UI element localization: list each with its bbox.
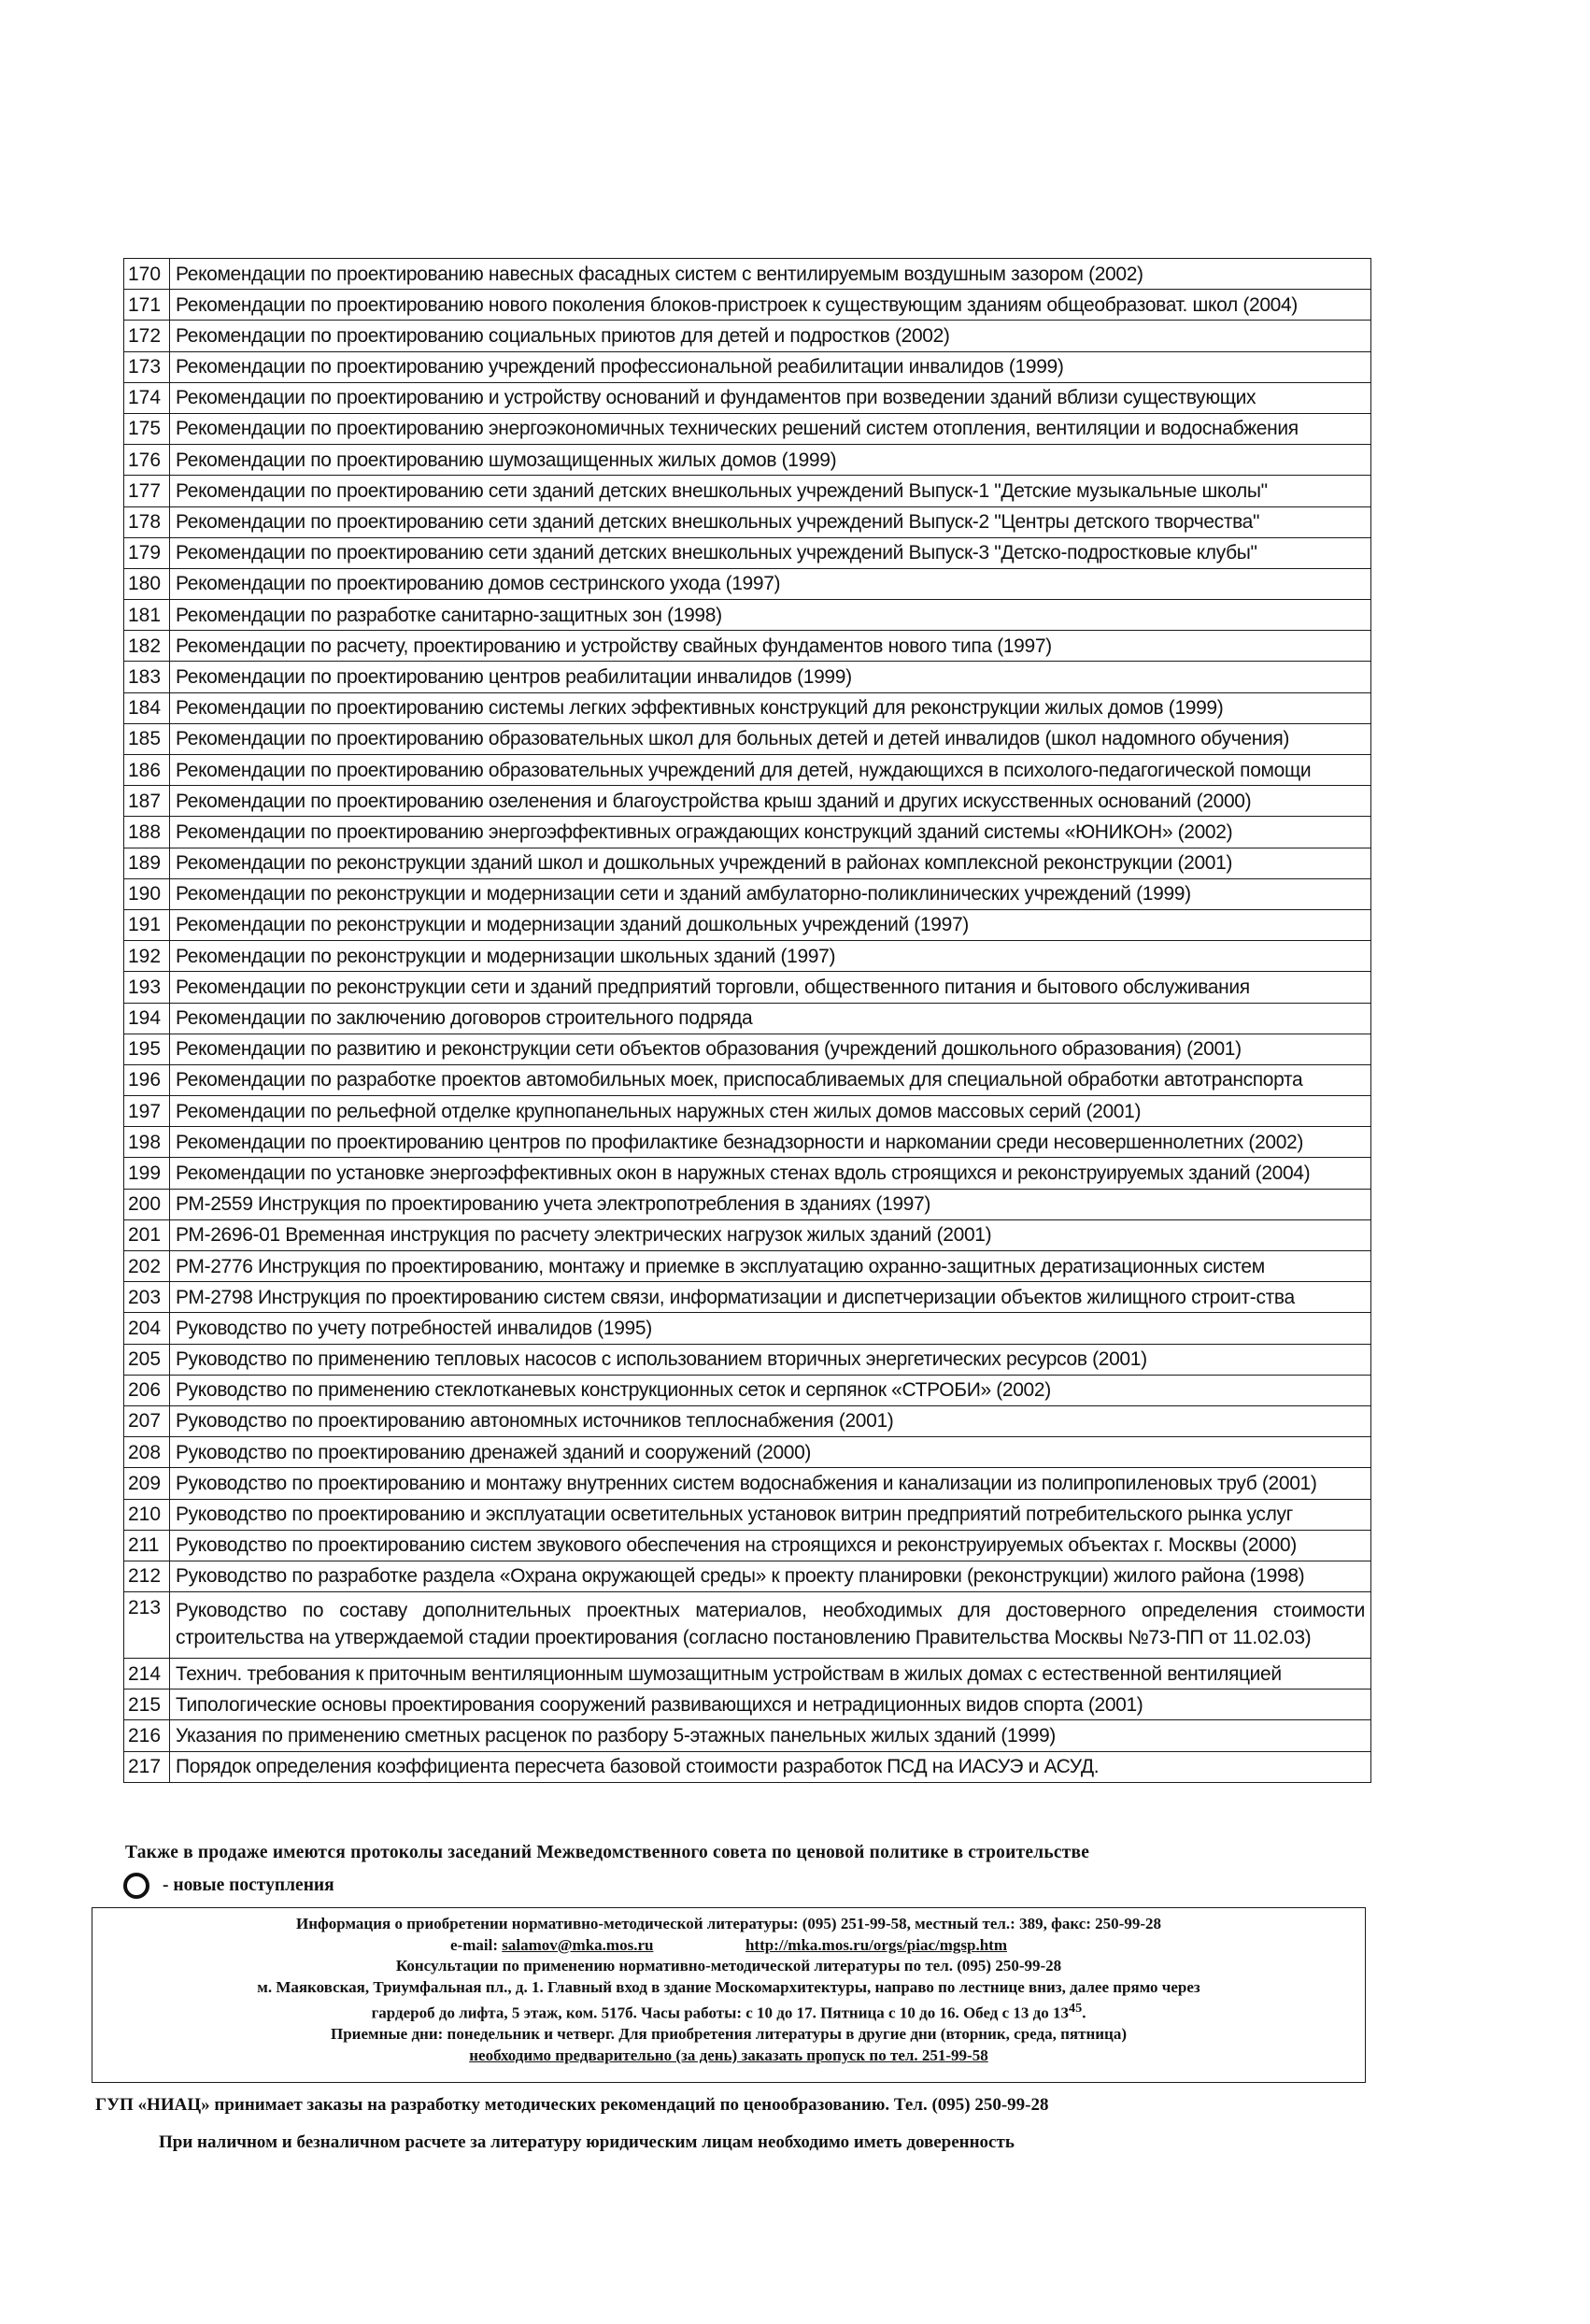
literature-catalog-table — [123, 258, 1371, 1783]
row-number: 197 — [124, 1096, 170, 1127]
document-title: Рекомендации по проектированию озеленения и благоустройства крыш зданий и других искусственных оснований (2000) — [170, 786, 1371, 817]
table-row — [124, 941, 1371, 972]
row-number: 170 — [124, 259, 170, 290]
table-row — [124, 259, 1371, 290]
table-row — [124, 1561, 1371, 1591]
table-row — [124, 1064, 1371, 1095]
table-row — [124, 568, 1371, 599]
row-number: 214 — [124, 1659, 170, 1690]
table-row — [124, 1499, 1371, 1530]
row-number: 188 — [124, 817, 170, 848]
document-title: Руководство по учету потребностей инвалидов (1995) — [170, 1313, 1371, 1344]
document-title: Порядок определения коэффициента пересчета базовой стоимости разработок ПСД на ИАСУЭ и АСУД. — [170, 1751, 1371, 1782]
table-row — [124, 972, 1371, 1003]
email-label: e-mail: — [450, 1935, 498, 1954]
order-notice: ГУП «НИАЦ» принимает заказы на разработку методических рекомендаций по ценообразованию. Тел. (095) 250-99-28 — [95, 2095, 1049, 2115]
table-row — [124, 600, 1371, 631]
table-row — [124, 631, 1371, 662]
row-number: 207 — [124, 1405, 170, 1436]
row-number: 183 — [124, 662, 170, 692]
table-row — [124, 909, 1371, 940]
document-title: Руководство по проектированию систем звукового обеспечения на строящихся и реконструируемых объектах г. Москвы (2000) — [170, 1530, 1371, 1561]
table-row — [124, 817, 1371, 848]
table-row — [124, 1690, 1371, 1720]
document-title: Рекомендации по реконструкции и модернизации школьных зданий (1997) — [170, 941, 1371, 972]
document-title: Рекомендации по проектированию учреждений профессиональной реабилитации инвалидов (1999) — [170, 351, 1371, 382]
document-title: Рекомендации по заключению договоров строительного подряда — [170, 1003, 1371, 1034]
row-number: 206 — [124, 1375, 170, 1405]
table-row — [124, 445, 1371, 476]
document-title: Рекомендации по проектированию системы легких эффективных конструкций для реконструкции жилых домов (1999) — [170, 692, 1371, 723]
document-title: Технич. требования к приточным вентиляционным шумозащитным устройствам в жилых домах с естественной вентиляцией — [170, 1659, 1371, 1690]
document-title: Рекомендации по проектированию энергоэкономичных технических решений систем отопления, вентиляции и водоснабжения — [170, 413, 1371, 444]
document-title: Рекомендации по проектированию сети зданий детских внешкольных учреждений Выпуск-1 "Детские музыкальные школы" — [170, 476, 1371, 506]
document-title: РМ-2776 Инструкция по проектированию, монтажу и приемке в эксплуатацию охранно-защитных дератизационных систем — [170, 1251, 1371, 1282]
row-number: 180 — [124, 568, 170, 599]
document-title: Рекомендации по проектированию нового поколения блоков-пристроек к существующим зданиям общеобразоват. школ (2004) — [170, 290, 1371, 321]
row-number: 185 — [124, 723, 170, 754]
info-phone-line: Информация о приобретении нормативно-методической литературы: (095) 251-99-58, местный тел.: 389, факс: 250-99-28 — [295, 1915, 1161, 1932]
row-number: 179 — [124, 537, 170, 568]
website-link[interactable]: http://mka.mos.ru/orgs/piac/mgsp.htm — [745, 1935, 1007, 1954]
info-contacts-line — [92, 1935, 1365, 1957]
info-address-line: м. Маяковская, Триумфальная пл., д. 1. Главный вход в здание Москомархитектуры, направо по лестнице вниз, далее прямо через — [257, 1977, 1200, 1996]
purchase-info-box — [92, 1907, 1366, 2083]
row-number: 216 — [124, 1720, 170, 1751]
row-number: 194 — [124, 1003, 170, 1034]
table-row — [124, 1003, 1371, 1034]
document-title: Рекомендации по реконструкции зданий школ и дошкольных учреждений в районах комплексной реконструкции (2001) — [170, 848, 1371, 878]
row-number: 195 — [124, 1034, 170, 1064]
row-number: 175 — [124, 413, 170, 444]
row-number: 199 — [124, 1158, 170, 1189]
table-row — [124, 723, 1371, 754]
table-row — [124, 755, 1371, 786]
row-number: 178 — [124, 506, 170, 537]
table-row — [124, 413, 1371, 444]
table-row — [124, 1375, 1371, 1405]
payment-note: При наличном и безналичном расчете за литературу юридическим лицам необходимо иметь доверенность — [159, 2132, 1015, 2152]
document-title: Рекомендации по реконструкции сети и зданий предприятий торговли, общественного питания и бытового обслуживания — [170, 972, 1371, 1003]
table-row — [124, 786, 1371, 817]
document-title: Рекомендации по проектированию навесных фасадных систем с вентилируемым воздушным зазором (2002) — [170, 259, 1371, 290]
document-title: Рекомендации по расчету, проектированию и устройству свайных фундаментов нового типа (1997) — [170, 631, 1371, 662]
document-title: Рекомендации по проектированию образовательных учреждений для детей, нуждающихся в психолого-педагогической помощи — [170, 755, 1371, 786]
row-number: 198 — [124, 1127, 170, 1158]
row-number: 200 — [124, 1189, 170, 1219]
table-row — [124, 1158, 1371, 1189]
document-title: Рекомендации по проектированию шумозащищенных жилых домов (1999) — [170, 445, 1371, 476]
table-row — [124, 1468, 1371, 1499]
table-row — [124, 1251, 1371, 1282]
row-number: 174 — [124, 382, 170, 413]
circle-icon — [123, 1873, 149, 1899]
row-number: 208 — [124, 1437, 170, 1468]
document-title: Рекомендации по разработке проектов автомобильных моек, приспосабливаемых для специальной обработки автотранспорта — [170, 1064, 1371, 1095]
row-number: 177 — [124, 476, 170, 506]
row-number: 205 — [124, 1344, 170, 1375]
table-row — [124, 1592, 1371, 1659]
table-row — [124, 1189, 1371, 1219]
table-row — [124, 1282, 1371, 1313]
document-title: РМ-2696-01 Временная инструкция по расчету электрических нагрузок жилых зданий (2001) — [170, 1219, 1371, 1250]
table-row — [124, 290, 1371, 321]
row-number: 213 — [124, 1592, 170, 1659]
table-row — [124, 1127, 1371, 1158]
row-number: 196 — [124, 1064, 170, 1095]
table-row — [124, 1313, 1371, 1344]
row-number: 209 — [124, 1468, 170, 1499]
table-row — [124, 692, 1371, 723]
table-row — [124, 1034, 1371, 1064]
catalog-table-body — [124, 259, 1371, 1783]
table-row — [124, 662, 1371, 692]
table-row — [124, 1751, 1371, 1782]
table-row — [124, 1659, 1371, 1690]
table-row — [124, 537, 1371, 568]
document-title: Рекомендации по проектированию центров реабилитации инвалидов (1999) — [170, 662, 1371, 692]
document-title: Указания по применению сметных расценок по разбору 5-этажных панельных жилых зданий (1999) — [170, 1720, 1371, 1751]
document-title: Рекомендации по проектированию центров по профилактике безнадзорности и наркомании среди несовершеннолетних (2002) — [170, 1127, 1371, 1158]
document-title: Руководство по проектированию автономных источников теплоснабжения (2001) — [170, 1405, 1371, 1436]
document-title: Рекомендации по установке энергоэффективных окон в наружных стенах вдоль строящихся и реконструируемых зданий (2004) — [170, 1158, 1371, 1189]
row-number: 187 — [124, 786, 170, 817]
document-title: Руководство по проектированию и монтажу внутренних систем водоснабжения и канализации из полипропиленовых труб (2001) — [170, 1468, 1371, 1499]
row-number: 191 — [124, 909, 170, 940]
email-link[interactable]: salamov@mka.mos.ru — [502, 1935, 654, 1954]
table-row — [124, 1405, 1371, 1436]
info-hours-line: гардероб до лифта, 5 этаж, ком. 517б. Часы работы: с 10 до 17. Пятница с 10 до 16. Обед с 13 до $13^{45}$. — [371, 2001, 1086, 2022]
table-row — [124, 351, 1371, 382]
row-number: 173 — [124, 351, 170, 382]
document-title: Рекомендации по реконструкции и модернизации сети и зданий амбулаторно-поликлинических учреждений (1999) — [170, 878, 1371, 909]
document-title: Рекомендации по проектированию образовательных школ для больных детей и детей инвалидов (школ надомного обучения) — [170, 723, 1371, 754]
row-number: 201 — [124, 1219, 170, 1250]
document-title: Руководство по разработке раздела «Охрана окружающей среды» к проекту планировки (реконструкции) жилого района (1998) — [170, 1561, 1371, 1591]
document-title: Руководство по проектированию дренажей зданий и сооружений (2000) — [170, 1437, 1371, 1468]
document-title: РМ-2798 Инструкция по проектированию систем связи, информатизации и диспетчеризации объектов жилищного строит-ства — [170, 1282, 1371, 1313]
row-number: 217 — [124, 1751, 170, 1782]
document-title: Рекомендации по рельефной отделке крупнопанельных наружных стен жилых домов массовых серий (2001) — [170, 1096, 1371, 1127]
row-number: 203 — [124, 1282, 170, 1313]
row-number: 192 — [124, 941, 170, 972]
table-row — [124, 1344, 1371, 1375]
also-on-sale-note: Также в продаже имеются протоколы заседаний Межведомственного совета по ценовой политике в строительстве — [125, 1843, 1090, 1862]
row-number: 184 — [124, 692, 170, 723]
table-row — [124, 1437, 1371, 1468]
row-number: 190 — [124, 878, 170, 909]
document-title: Рекомендации по проектированию энергоэффективных ограждающих конструкций зданий системы «ЮНИКОН» (2002) — [170, 817, 1371, 848]
document-title: РМ-2559 Инструкция по проектированию учета электропотребления в зданиях (1997) — [170, 1189, 1371, 1219]
row-number: 202 — [124, 1251, 170, 1282]
document-title: Руководство по применению стеклотканевых конструкционных сеток и серпянок «СТРОБИ» (2002) — [170, 1375, 1371, 1405]
document-title: Рекомендации по проектированию социальных приютов для детей и подростков (2002) — [170, 321, 1371, 351]
info-hours-text: гардероб до лифта, 5 этаж, ком. 517б. Часы работы: с 10 до 17. Пятница с 10 до 16. Обед с 13 до 13 — [371, 2003, 1070, 2022]
info-pass-line: необходимо предварительно (за день) заказать пропуск по тел. 251-99-58 — [469, 2046, 988, 2064]
table-row — [124, 1530, 1371, 1561]
table-row — [124, 476, 1371, 506]
row-number: 172 — [124, 321, 170, 351]
info-reception-line: Приемные дни: понедельник и четверг. Для приобретения литературы в другие дни (вторник, среда, пятница) — [330, 2025, 1127, 2044]
new-arrivals-legend — [123, 1873, 334, 1899]
row-number: 181 — [124, 600, 170, 631]
row-number: 204 — [124, 1313, 170, 1344]
legend-text: - новые поступления — [163, 1875, 334, 1895]
document-title: Рекомендации по развитию и реконструкции сети объектов образования (учреждений дошкольного образования) (2001) — [170, 1034, 1371, 1064]
document-title: Рекомендации по проектированию домов сестринского ухода (1997) — [170, 568, 1371, 599]
document-title: Руководство по применению тепловых насосов с использованием вторичных энергетических ресурсов (2001) — [170, 1344, 1371, 1375]
document-title: Рекомендации по проектированию и устройству оснований и фундаментов при возведении зданий вблизи существующих — [170, 382, 1371, 413]
document-title: Рекомендации по реконструкции и модернизации зданий дошкольных учреждений (1997) — [170, 909, 1371, 940]
document-title: Рекомендации по разработке санитарно-защитных зон (1998) — [170, 600, 1371, 631]
table-row — [124, 878, 1371, 909]
row-number: 186 — [124, 755, 170, 786]
document-title: Руководство по составу дополнительных проектных материалов, необходимых для достоверного определения стоимости строительства на утверждаемой стадии проектирования (согласно постановлению Правительства Москвы №73-ПП от 11.02.03) — [170, 1592, 1371, 1659]
document-title: Типологические основы проектирования сооружений развивающихся и нетрадиционных видов спорта (2001) — [170, 1690, 1371, 1720]
row-number: 182 — [124, 631, 170, 662]
document-title: Руководство по проектированию и эксплуатации осветительных установок витрин предприятий потребительского рынка услуг — [170, 1499, 1371, 1530]
row-number: 215 — [124, 1690, 170, 1720]
row-number: 193 — [124, 972, 170, 1003]
row-number: 189 — [124, 848, 170, 878]
table-row — [124, 506, 1371, 537]
table-row — [124, 1219, 1371, 1250]
info-consultation-line: Консультации по применению нормативно-методической литературы по тел. (095) 250-99-28 — [395, 1957, 1062, 1975]
row-number: 211 — [124, 1530, 170, 1561]
table-row — [124, 1096, 1371, 1127]
table-row — [124, 848, 1371, 878]
row-number: 212 — [124, 1561, 170, 1591]
table-row — [124, 321, 1371, 351]
table-row — [124, 382, 1371, 413]
row-number: 210 — [124, 1499, 170, 1530]
row-number: 176 — [124, 445, 170, 476]
info-hours-sup: 45 — [1069, 2001, 1083, 2016]
document-title: Рекомендации по проектированию сети зданий детских внешкольных учреждений Выпуск-2 "Центры детского творчества" — [170, 506, 1371, 537]
document-title: Рекомендации по проектированию сети зданий детских внешкольных учреждений Выпуск-3 "Детско-подростковые клубы" — [170, 537, 1371, 568]
table-row — [124, 1720, 1371, 1751]
row-number: 171 — [124, 290, 170, 321]
